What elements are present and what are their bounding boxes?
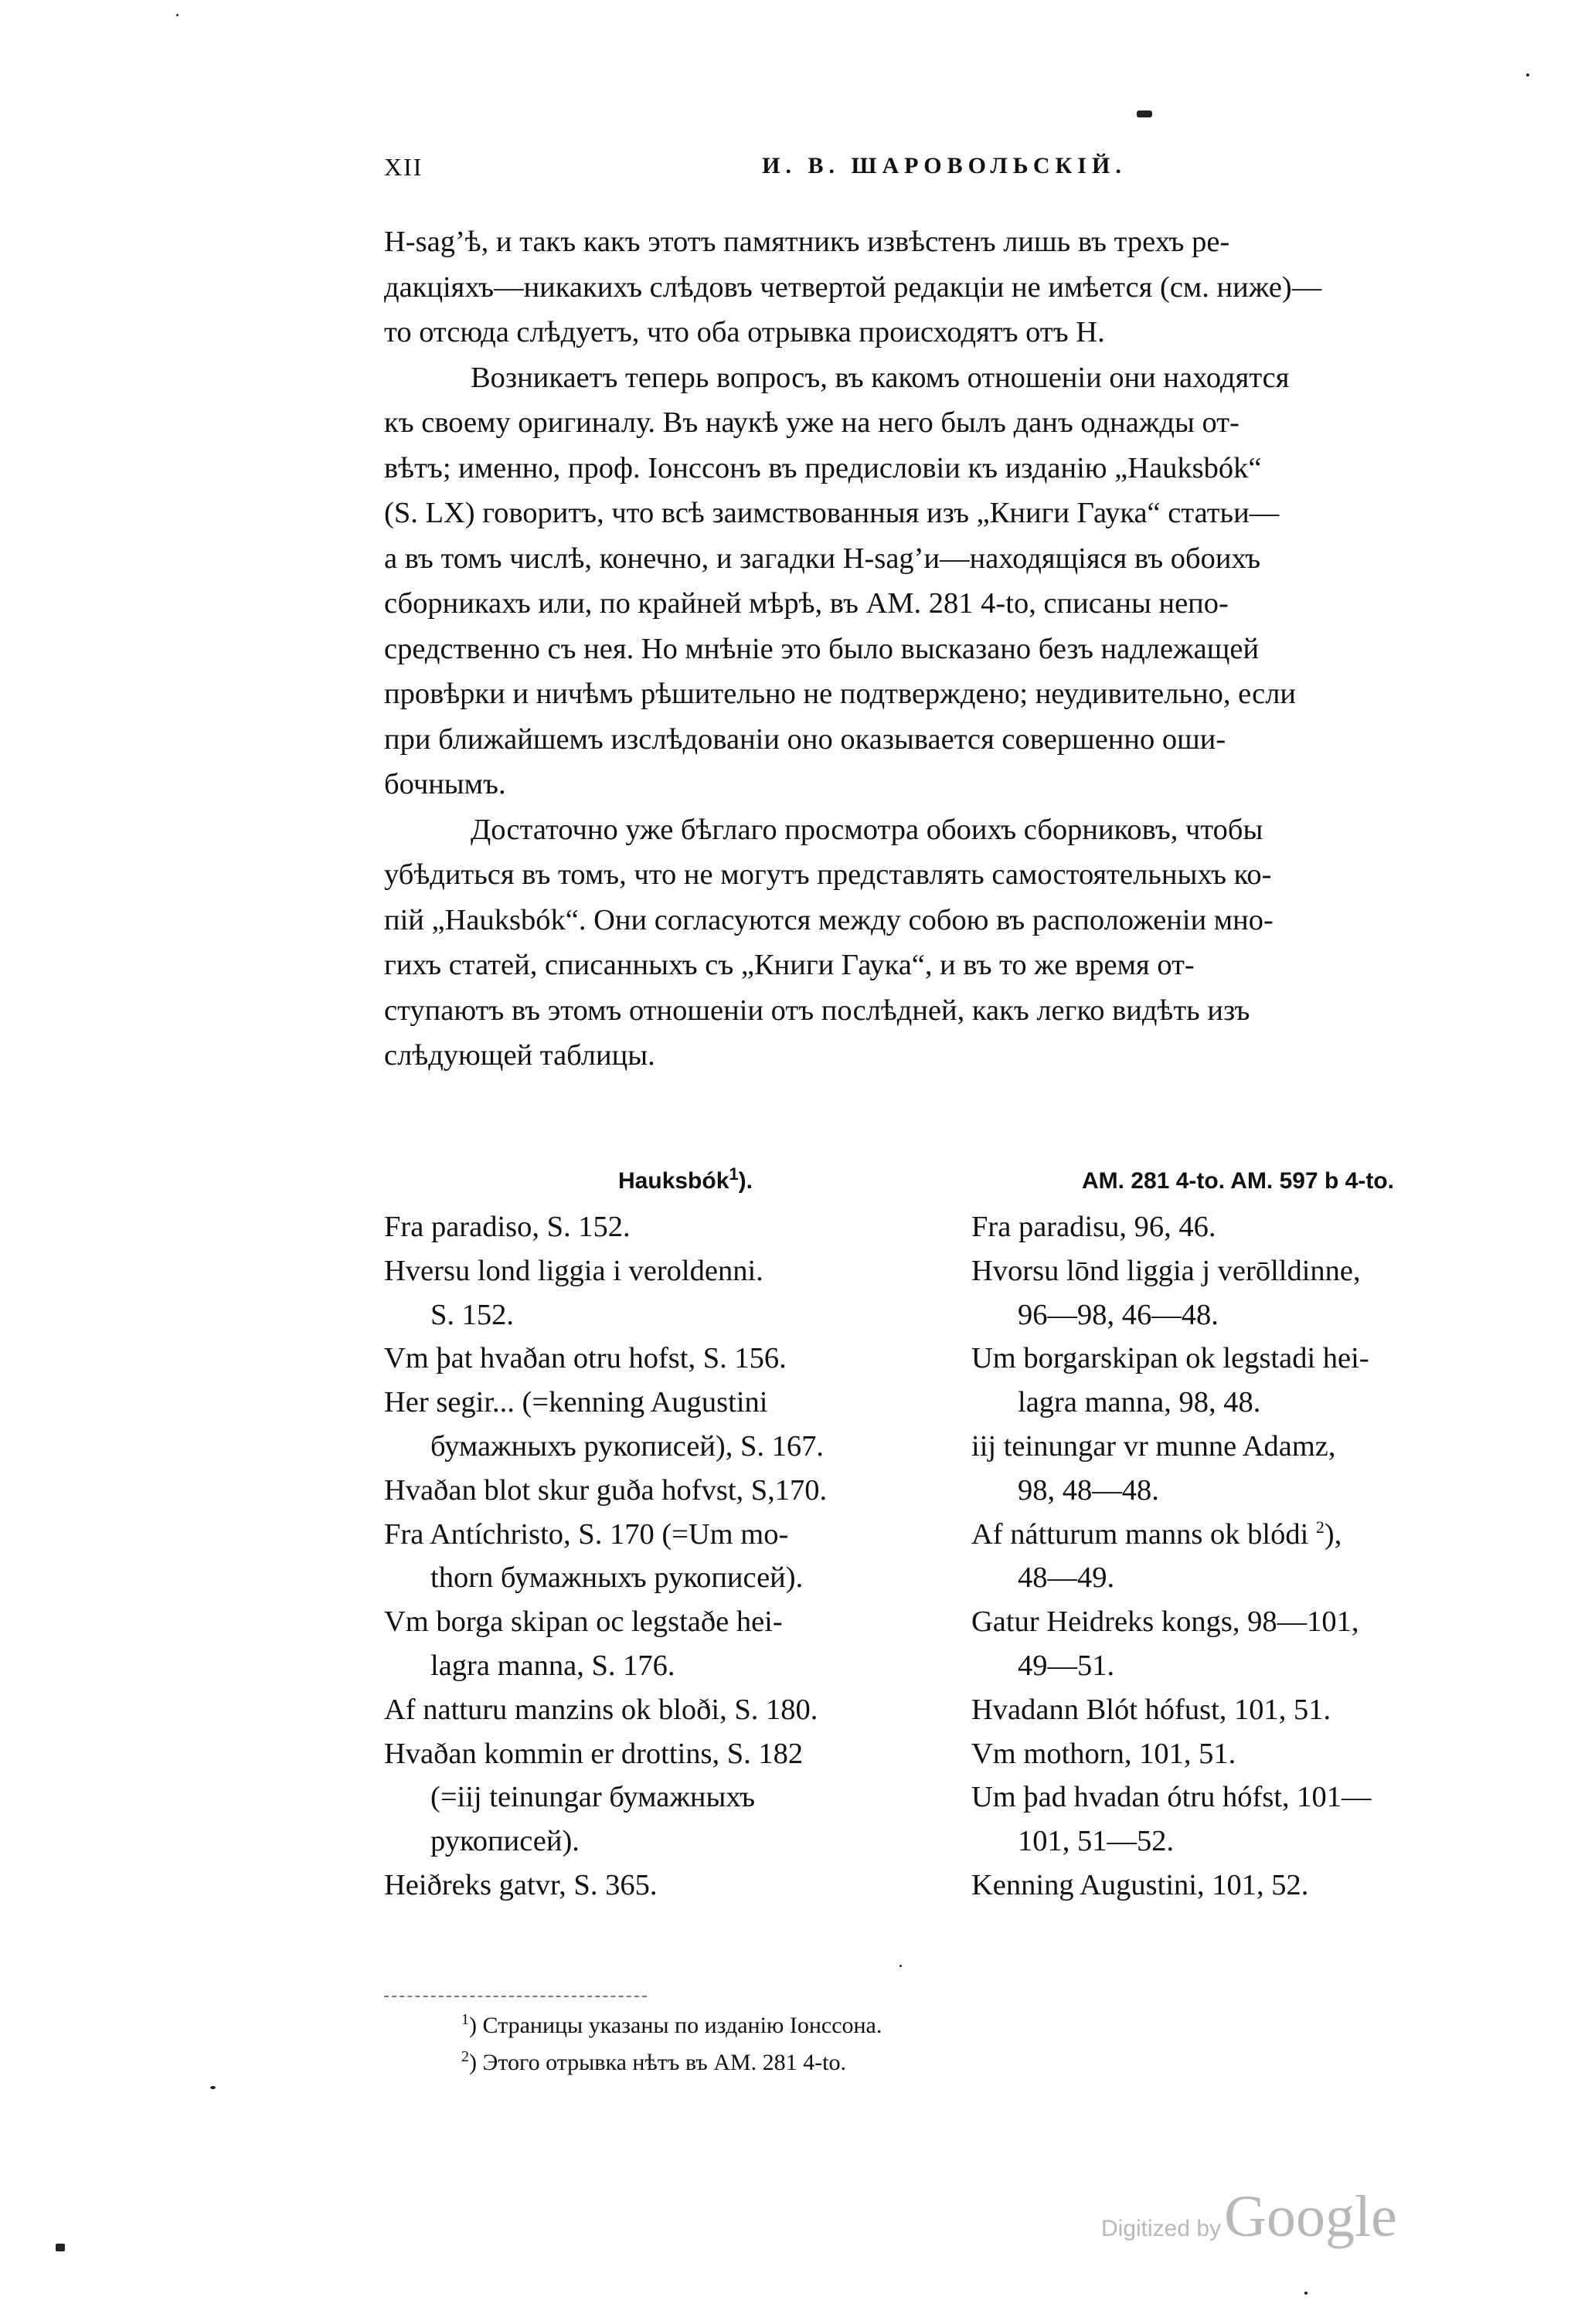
table-entry xyxy=(384,1337,925,1381)
entry-text: Fra paradisu, 96, 46. xyxy=(971,1211,1216,1243)
table-entry xyxy=(971,1732,1505,1776)
text-line: сборникахъ или, по крайней мѣрѣ, въ AM. 281 4-to, списаны непо- xyxy=(384,587,1229,620)
paragraph xyxy=(384,355,1505,807)
entry-text: Fra Antíchristo, S. 170 (=Um mo- xyxy=(384,1517,789,1551)
text-line: вѣтъ; именно, проф. Іонссонъ въ предисловіи къ изданію „Hauksbók“ xyxy=(384,451,1262,484)
scan-speck xyxy=(1137,110,1152,117)
scan-speck xyxy=(210,2086,216,2089)
text-line: убѣдиться въ томъ, что не могутъ представлять самостоятельныхъ ко- xyxy=(384,858,1272,891)
text-line: гихъ статей, списанныхъ съ „Книги Гаука“, и въ то же время от- xyxy=(384,949,1195,981)
column-header-suffix: ). xyxy=(738,1168,753,1194)
text-line: Возникаетъ теперь вопросъ, въ какомъ отношеніи они находятся xyxy=(471,361,1290,394)
footnote xyxy=(461,2007,882,2044)
table-entry xyxy=(971,1513,1505,1601)
table-entry xyxy=(384,1688,925,1732)
entry-continuation: thorn бумажныхъ рукописей). xyxy=(430,1561,804,1595)
entry-continuation: 48—49. xyxy=(1018,1561,1115,1595)
footnote-divider xyxy=(384,1996,647,1997)
table-entry xyxy=(971,1249,1505,1337)
entry-continuation: S. 152. xyxy=(430,1298,515,1331)
body-text xyxy=(384,219,1505,1079)
text-line: къ своему оригиналу. Въ наукѣ уже на него былъ данъ однажды от- xyxy=(384,406,1239,439)
text-line: (S. LX) говоритъ, что всѣ заимствованныя изъ „Книги Гаука“ статьи— xyxy=(384,497,1280,529)
entry-text: Af nátturum manns ok blódi xyxy=(971,1517,1309,1551)
paragraph xyxy=(384,807,1505,1079)
running-head: И. В. ШАРОВОЛЬСКІЙ. xyxy=(762,153,1127,178)
entry-continuation: бумажныхъ рукописей), S. 167. xyxy=(430,1429,824,1463)
column-header-label: Hauksbók xyxy=(618,1168,729,1194)
entry-text: Vm mothorn, 101, 51. xyxy=(971,1737,1236,1770)
table-entry xyxy=(384,1864,925,1908)
entry-text: Gatur Heidreks kongs, 98—101, xyxy=(971,1605,1359,1639)
comparison-table xyxy=(384,1157,1505,2000)
entry-continuation: 96—98, 46—48. xyxy=(1018,1298,1219,1331)
scan-speck xyxy=(56,2244,65,2251)
entry-text: Heiðreks gatvr, S. 365. xyxy=(384,1868,658,1901)
entry-continuation: рукописей). xyxy=(430,1825,580,1858)
text-line: бочнымъ. xyxy=(384,768,506,800)
footnote-text: ) Этого отрывка нѣтъ въ AM. 281 4-to. xyxy=(469,2050,846,2075)
table-entry xyxy=(384,1600,925,1688)
scan-speck xyxy=(899,1965,902,1967)
table-entry xyxy=(384,1205,925,1249)
entry-text: Hvaðan kommin er drottins, S. 182 xyxy=(384,1737,804,1770)
scan-speck xyxy=(1304,2292,1307,2295)
entry-text: Hversu lond liggia i veroldenni. xyxy=(384,1254,763,1287)
text-line: H-sag’ѣ, и такъ какъ этотъ памятникъ извѣстенъ лишь въ трехъ ре- xyxy=(384,226,1230,258)
footnote xyxy=(461,2044,882,2081)
entry-continuation: 101, 51—52. xyxy=(1018,1825,1175,1858)
footnote-reference: 1 xyxy=(729,1164,739,1184)
table-entry xyxy=(384,1732,925,1864)
table-entry xyxy=(384,1513,925,1601)
entry-text: Um borgarskipan ok legstadi hei- xyxy=(971,1342,1369,1375)
table-entry xyxy=(971,1864,1505,1908)
entry-text: Hvadann Blót hófust, 101, 51. xyxy=(971,1693,1331,1726)
google-logo: Google xyxy=(1224,2184,1397,2249)
text-line: Достаточно уже бѣглаго просмотра обоихъ сборниковъ, чтобы xyxy=(471,813,1263,846)
entry-text: Vm þat hvaðan otru hofst, S. 156. xyxy=(384,1342,787,1375)
table-entry xyxy=(384,1381,925,1469)
entry-continuation: lagra manna, S. 176. xyxy=(430,1649,675,1682)
entry-text: iij teinungar vr munne Adamz, xyxy=(971,1429,1336,1463)
digitized-watermark xyxy=(1101,2183,1397,2251)
entry-continuation: 98, 48—48. xyxy=(1018,1473,1159,1507)
scan-speck xyxy=(1526,73,1529,76)
table-entry xyxy=(971,1600,1505,1688)
footnote-text: ) Страницы указаны по изданію Іонссона. xyxy=(469,2013,882,2038)
entry-text: Um þad hvadan ótru hófst, 101— xyxy=(971,1781,1372,1814)
paragraph xyxy=(384,219,1505,355)
column-header xyxy=(384,1157,925,1205)
page-header xyxy=(384,153,1505,187)
entry-suffix: ), xyxy=(1324,1517,1342,1551)
entry-text: Af natturu manzins ok bloði, S. 180. xyxy=(384,1693,818,1726)
text-line: а въ томъ числѣ, конечно, и загадки H-sag’и—находящіяся въ обоихъ xyxy=(384,542,1261,575)
text-line: пій „Hauksbók“. Они согласуются между собою въ расположеніи мно- xyxy=(384,903,1273,936)
column-header: AM. 281 4-to. AM. 597 b 4-to. xyxy=(1082,1168,1394,1194)
entry-text: Hvorsu lōnd liggia j verōlldinne, xyxy=(971,1254,1361,1287)
table-entry xyxy=(384,1249,925,1337)
entry-text: Her segir... (=kenning Augustini xyxy=(384,1386,768,1419)
scan-speck xyxy=(176,14,179,16)
table-entry xyxy=(971,1205,1505,1249)
entry-text: Hvaðan blot skur guða hofvst, S,170. xyxy=(384,1473,828,1507)
entry-text: Vm borga skipan oc legstaðe hei- xyxy=(384,1605,783,1639)
page-number: XII xyxy=(384,153,423,181)
text-line: при ближайшемъ изслѣдованіи оно оказывается совершенно оши- xyxy=(384,722,1226,756)
table-column-hauksbok xyxy=(384,1157,925,1908)
table-entry xyxy=(971,1775,1505,1864)
text-line: провѣрки и ничѣмъ рѣшительно не подтверждено; неудивительно, если xyxy=(384,678,1297,710)
text-line: средственно съ нея. Но мнѣніе это было высказано безъ надлежащей xyxy=(384,632,1260,665)
text-line: ступаютъ въ этомъ отношеніи отъ послѣдней, какъ легко видѣть изъ xyxy=(384,994,1250,1027)
watermark-prefix: Digitized by xyxy=(1101,2216,1222,2241)
footnotes xyxy=(461,2007,882,2081)
table-entry xyxy=(384,1469,925,1513)
entry-continuation: lagra manna, 98, 48. xyxy=(1018,1386,1261,1419)
entry-text: Kenning Augustini, 101, 52. xyxy=(971,1868,1309,1901)
entry-continuation: (=iij teinungar бумажныхъ xyxy=(430,1781,756,1814)
table-column-am xyxy=(971,1157,1505,1908)
text-line: дакціяхъ—никакихъ слѣдовъ четвертой редакціи не имѣется (см. ниже)— xyxy=(384,270,1322,304)
table-entry xyxy=(971,1337,1505,1425)
footnote-mark: 2 xyxy=(461,2048,469,2065)
text-line: то отсюда слѣдуетъ, что оба отрывка происходятъ отъ H. xyxy=(384,316,1105,348)
footnote-reference: 2 xyxy=(1315,1517,1324,1537)
text-line: слѣдующей таблицы. xyxy=(384,1039,655,1072)
table-entry xyxy=(971,1425,1505,1513)
footnote-mark: 1 xyxy=(461,2011,469,2028)
table-entry xyxy=(971,1688,1505,1732)
entry-continuation: 49—51. xyxy=(1018,1649,1115,1682)
entry-text: Fra paradiso, S. 152. xyxy=(384,1211,631,1243)
